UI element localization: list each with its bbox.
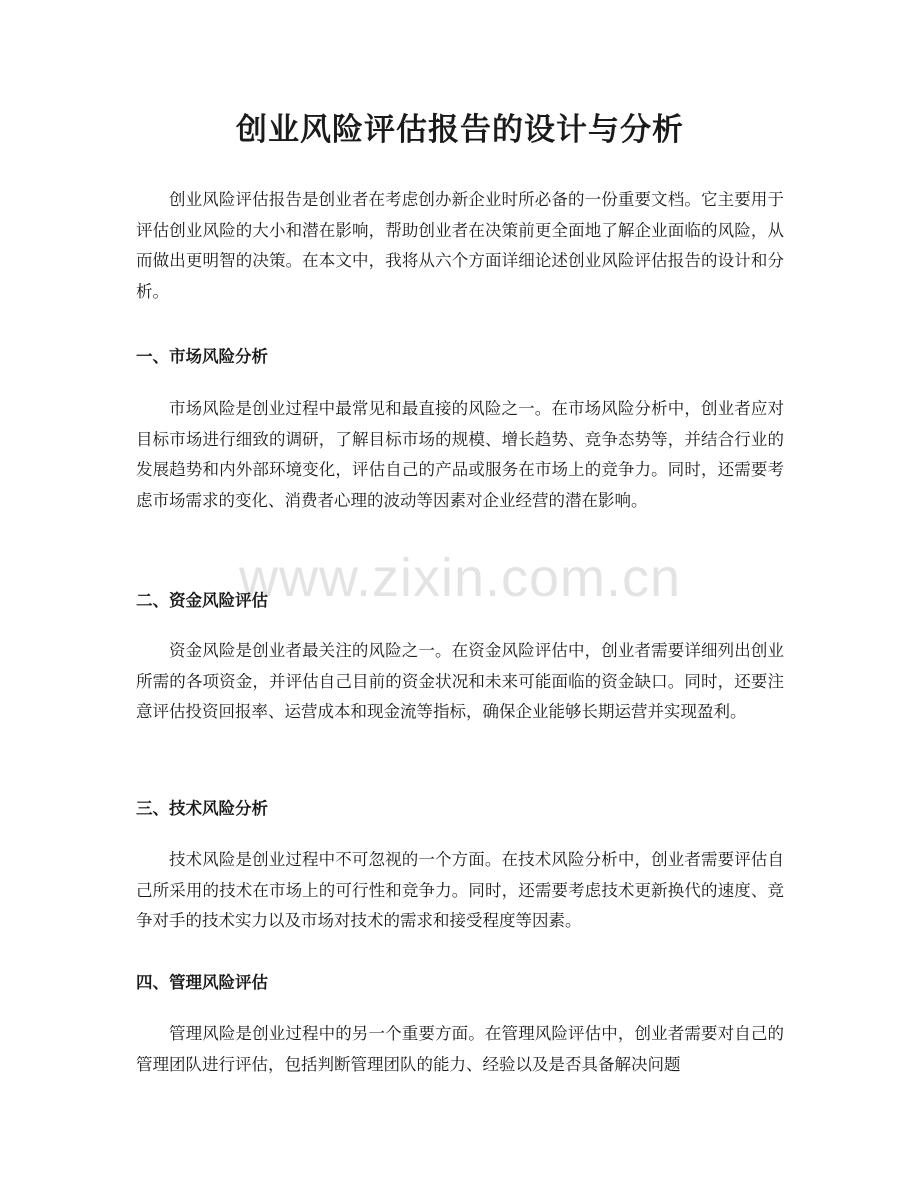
document-title: 创业风险评估报告的设计与分析 (236, 112, 684, 148)
section-heading-management-risk: 四、管理风险评估 (136, 973, 268, 992)
section-heading-capital-risk: 二、资金风险评估 (136, 591, 268, 610)
section-body-market-risk: 市场风险是创业过程中最常见和最直接的风险之一。在市场风险分析中，创业者应对目标市场进行细致的调研，了解目标市场的规模、增长趋势、竞争态势等，并结合行业的发展趋势和内外部环境变化，评估自己的产品或服务在市场上的竞争力。同时，还需要考虑市场需求的变化、消费者心理的波动等因素对企业经营的潜在影响。 (136, 399, 784, 510)
section-heading-technology-risk: 三、技术风险分析 (136, 799, 268, 818)
section-body-capital-risk: 资金风险是创业者最关注的风险之一。在资金风险评估中，创业者需要详细列出创业所需的各项资金，并评估自己目前的资金状况和未来可能面临的资金缺口。同时，还要注意评估投资回报率、运营成本和现金流等指标，确保企业能够长期运营并实现盈利。 (136, 641, 784, 721)
section-body-management-risk: 管理风险是创业过程中的另一个重要方面。在管理风险评估中，创业者需要对自己的管理团队进行评估，包括判断管理团队的能力、经验以及是否具备解决问题 (136, 1024, 784, 1074)
section-body-technology-risk: 技术风险是创业过程中不可忽视的一个方面。在技术风险分析中，创业者需要评估自己所采用的技术在市场上的可行性和竞争力。同时，还需要考虑技术更新换代的速度、竞争对手的技术实力以及市场对技术的需求和接受程度等因素。 (136, 850, 784, 930)
intro-paragraph: 创业风险评估报告是创业者在考虑创办新企业时所必备的一份重要文档。它主要用于评估创业风险的大小和潜在影响，帮助创业者在决策前更全面地了解企业面临的风险，从而做出更明智的决策。在本文中，我将从六个方面详细论述创业风险评估报告的设计和分析。 (136, 190, 784, 301)
watermark: www.zixin.com.cn (238, 548, 682, 608)
section-heading-market-risk: 一、市场风险分析 (136, 347, 268, 366)
